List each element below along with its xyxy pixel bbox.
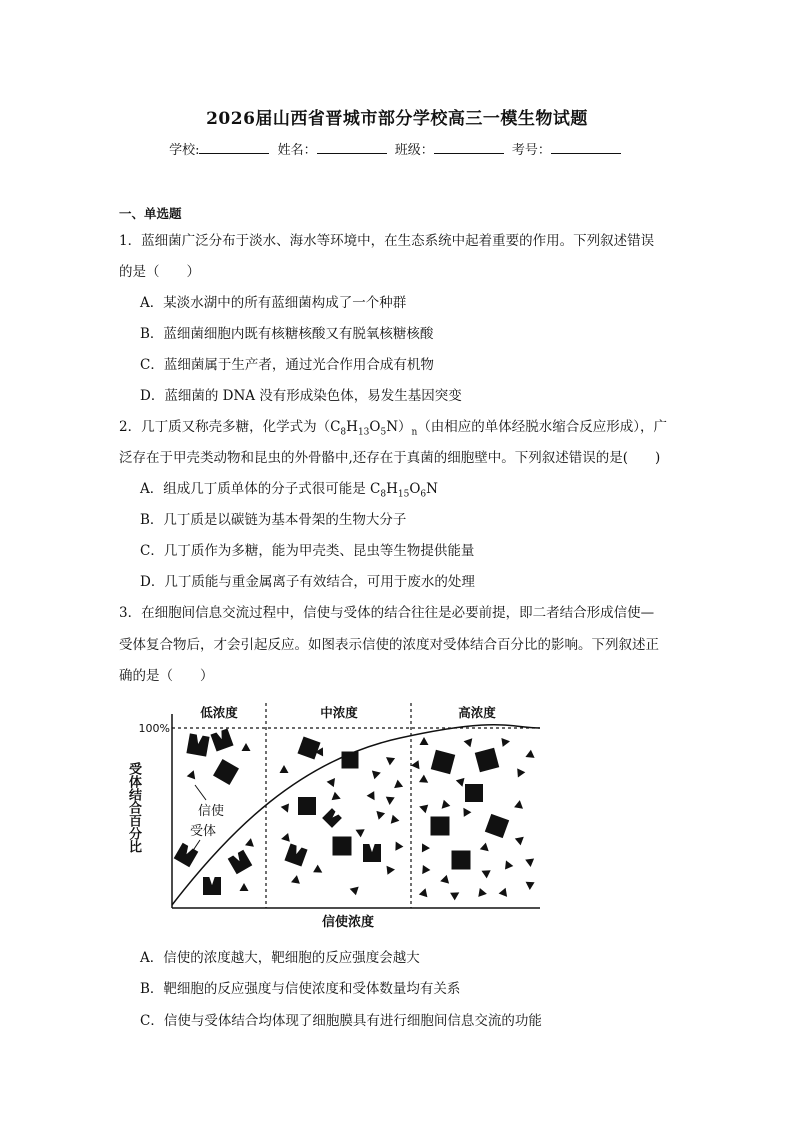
number-label: 考号： <box>511 143 551 158</box>
messenger-triangle <box>356 829 365 837</box>
zone-low-label: 低浓度 <box>200 705 238 720</box>
messenger-triangle <box>187 770 196 779</box>
messenger-triangle <box>478 888 487 897</box>
name-label: 姓名： <box>277 143 317 158</box>
q1-stem-line1: 1．蓝细菌广泛分布于淡水、海水等环境中，在生态系统中起着重要的作用。下列叙述错误 <box>119 233 655 249</box>
messenger-triangle <box>280 765 289 773</box>
messenger-triangle <box>313 865 322 873</box>
messenger-triangle <box>440 875 449 884</box>
messenger-triangle <box>464 738 473 747</box>
messenger-triangle <box>372 771 381 780</box>
messenger-triangle <box>394 780 403 789</box>
messenger-triangle <box>419 775 428 783</box>
messenger-triangle <box>386 757 395 765</box>
monomer-o-count: 6 <box>420 489 427 500</box>
messenger-triangle <box>499 888 508 897</box>
class-label: 班级： <box>394 143 434 158</box>
messenger-triangle <box>376 811 385 820</box>
monomer-c-count: 8 <box>380 489 387 500</box>
messenger-triangle <box>422 865 430 874</box>
messenger-triangle <box>387 866 396 875</box>
messenger-triangle <box>525 859 534 868</box>
messenger-triangle <box>245 838 254 847</box>
receptor-pointer <box>190 840 200 855</box>
page-title: 2026届山西省晋城市部分学校高三一模生物试题 <box>206 109 588 129</box>
q1-option-d[interactable]: D．蓝细菌的 DNA 没有形成染色体，易发生基因突变 <box>140 388 462 404</box>
q2-option-d[interactable]: D．几丁质能与重金属离子有效结合，可用于废水的处理 <box>140 574 475 590</box>
messenger-triangle <box>526 882 535 890</box>
y-tick-100: 100% <box>138 722 170 735</box>
messenger-triangle <box>514 800 523 809</box>
messenger-triangle <box>480 843 489 852</box>
complex-square <box>297 736 320 759</box>
q3-stem-line2: 受体复合物后，才会引起反应。如图表示信使的浓度对受体结合百分比的影响。下列叙述正 <box>119 637 659 653</box>
class-blank[interactable] <box>434 141 504 154</box>
messenger-triangle <box>450 892 459 900</box>
q1-option-c[interactable]: C．蓝细菌属于生产者，通过光合作用合成有机物 <box>140 357 434 373</box>
messenger-label: 信使 <box>198 804 225 819</box>
messenger-triangle <box>515 837 524 846</box>
zone-mid-label: 中浓度 <box>320 705 358 720</box>
messenger-triangle <box>482 870 491 878</box>
messenger-triangle <box>281 833 290 842</box>
q2-stem-line2: 泛存在于甲壳类动物和昆虫的外骨骼中,还存在于真菌的细胞壁中。下列叙述错误的是( ) <box>119 450 661 466</box>
messenger-pointer <box>195 785 206 800</box>
monomer-h-count: 15 <box>397 489 410 500</box>
messenger-triangle <box>419 888 428 897</box>
zone-high-label: 高浓度 <box>458 705 496 720</box>
messenger-triangle <box>315 747 323 756</box>
q2-option-a[interactable] <box>140 477 438 500</box>
formula-h-count: 13 <box>357 427 370 438</box>
q3-option-a[interactable]: A．信使的浓度越大，靶细胞的反应强度会越大 <box>140 950 420 966</box>
q2-option-a-text: A．组成几丁质单体的分子式很可能是 C <box>140 481 381 497</box>
receptor-label: 受体 <box>190 824 217 839</box>
messenger-triangle <box>386 797 395 805</box>
q2-option-c[interactable]: C．几丁质作为多糖，能为甲壳类、昆虫等生物提供能量 <box>140 543 475 559</box>
name-blank[interactable] <box>317 141 387 154</box>
formula-n-subscript: n <box>411 427 418 438</box>
q1-option-a[interactable]: A．某淡水湖中的所有蓝细菌构成了一个种群 <box>140 295 407 311</box>
section-heading: 一、单选题 <box>119 206 182 221</box>
school-blank[interactable] <box>199 141 269 154</box>
messenger-triangle <box>367 791 375 800</box>
student-info-row <box>0 139 794 158</box>
complex-square <box>485 814 509 838</box>
q2-stem-line1 <box>119 415 667 438</box>
q3-option-b[interactable]: B．靶细胞的反应强度与信使浓度和受体数量均有关系 <box>140 981 461 997</box>
formula-o: O <box>369 419 381 435</box>
receptor-shape <box>210 728 233 751</box>
monomer-h: H <box>386 481 398 497</box>
complex-square <box>431 817 450 836</box>
complex-square <box>465 784 483 802</box>
receptor-shape <box>228 850 253 875</box>
formula-o-count: 5 <box>380 427 387 438</box>
x-axis-label: 信使浓度 <box>321 915 375 930</box>
messenger-triangle <box>525 750 534 758</box>
q2-stem-suffix: （由相应的单体经脱水缩合反应形成），广 <box>417 419 668 435</box>
formula-c-count: 8 <box>340 427 347 438</box>
school-label: 学校: <box>169 143 200 158</box>
complex-square <box>475 748 499 772</box>
complex-square <box>333 837 352 856</box>
messenger-triangle <box>242 743 251 751</box>
q1-stem-line2: 的是（ ） <box>119 264 200 280</box>
monomer-n: N <box>426 481 438 497</box>
messenger-triangle <box>501 738 510 747</box>
messenger-triangle <box>332 792 341 800</box>
messenger-triangle <box>350 887 359 896</box>
complex-square <box>213 759 239 785</box>
binding-curve <box>172 725 540 905</box>
messenger-triangle <box>422 843 430 852</box>
formula-n: N） <box>386 419 412 435</box>
messenger-triangle <box>240 883 249 891</box>
complex-square <box>452 851 471 870</box>
receptor-shape <box>203 877 221 895</box>
complex-square <box>431 750 455 774</box>
q3-stem-line1: 3．在细胞间信息交流过程中，信使与受体的结合往往是必要前提，即二者结合形成信使— <box>119 605 655 621</box>
q3-stem-line3: 确的是（ ） <box>119 668 214 684</box>
messenger-triangle <box>281 804 289 813</box>
complex-square <box>298 797 316 815</box>
messenger-triangle <box>391 815 400 824</box>
receptor-shape <box>322 808 342 828</box>
messenger-triangle <box>411 760 420 769</box>
messenger-triangle <box>420 737 429 745</box>
number-blank[interactable] <box>551 141 621 154</box>
messenger-triangle <box>456 778 465 787</box>
complex-square <box>342 752 359 769</box>
receptor-shape <box>284 843 307 866</box>
messenger-triangle <box>291 875 300 884</box>
receptor-shape <box>186 733 209 756</box>
receptor-shape <box>363 844 381 862</box>
messenger-triangle <box>419 805 428 814</box>
receptor-shape <box>174 843 199 868</box>
messenger-triangle <box>505 860 513 869</box>
messenger-triangle <box>463 808 471 817</box>
monomer-o: O <box>409 481 421 497</box>
q2-option-b[interactable]: B．几丁质是以碳链为基本骨架的生物大分子 <box>140 512 407 528</box>
q2-stem-prefix: 2．几丁质又称壳多糖，化学式为（C <box>119 419 341 435</box>
messenger-triangle <box>442 800 451 809</box>
q1-option-b[interactable]: B．蓝细菌细胞内既有核糖核酸又有脱氧核糖核酸 <box>140 326 434 342</box>
messenger-triangle <box>517 768 525 777</box>
messenger-triangle <box>327 778 335 787</box>
q3-option-c[interactable]: C．信使与受体结合均体现了细胞膜具有进行细胞间信息交流的功能 <box>140 1013 542 1029</box>
y-axis-label: 受体结合百分比 <box>126 762 141 853</box>
formula-h: H <box>346 419 358 435</box>
messenger-triangle <box>395 842 403 851</box>
